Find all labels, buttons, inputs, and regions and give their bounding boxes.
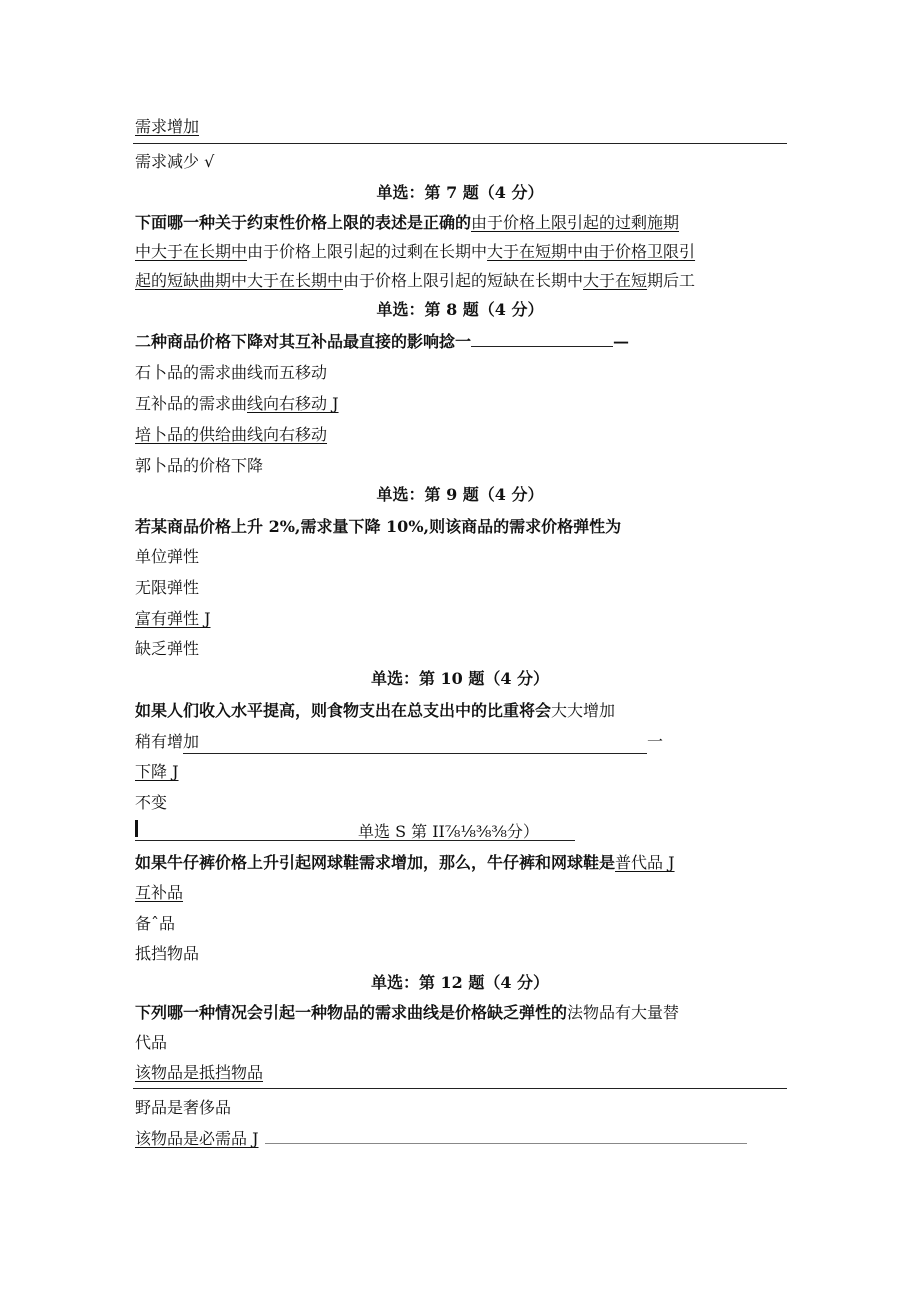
q8-option-b-text: 互补品的需求曲 xyxy=(135,394,248,413)
q8-stem-tail: — xyxy=(613,332,630,351)
q11-header-rule xyxy=(135,840,575,841)
q12-stem-line xyxy=(135,1002,679,1024)
q11-option-a[interactable]: 普代品 J xyxy=(615,853,675,872)
q8-answer-blank xyxy=(471,332,613,347)
q9-stem: 若某商品价格上升 2%,需求量下降 10%,则该商品的需求价格弹性为 xyxy=(135,517,622,536)
q9-header: 单选：第 9 题（4 分） xyxy=(376,485,544,504)
q6-option-decrease[interactable]: 需求减少 √ xyxy=(135,152,215,171)
divider xyxy=(133,143,787,144)
q11-stem: 如果牛仔裤价格上升引起网球鞋需求增加，那么，牛仔裤和网球鞋是 xyxy=(135,853,616,872)
q8-option-a[interactable]: 石卜品的需求曲线而五移动 xyxy=(135,363,328,382)
q11-option-c[interactable]: 备ˆ品 xyxy=(135,914,176,933)
q7-header: 单选：第 7 题（4 分） xyxy=(376,183,544,202)
q10-stem-line xyxy=(135,700,615,722)
q10-option-b-text: 稍有增 xyxy=(135,732,184,751)
q12-option-a[interactable]: 法物品有大量替 xyxy=(567,1003,680,1022)
divider xyxy=(133,1088,787,1089)
q12-option-c[interactable]: 野品是奢侈品 xyxy=(135,1098,232,1117)
q11-header: 单选 S 第 II⅞⅛⅜⅜分） xyxy=(358,822,539,841)
q9-option-c[interactable]: 富有弹性 J xyxy=(135,609,211,628)
q10-option-d[interactable]: 不变 xyxy=(135,793,168,812)
q7-line-3 xyxy=(135,270,695,292)
q8-stem xyxy=(135,331,629,353)
q7-option-d-part[interactable]: 由于价格上限引起的短缺在长期中 xyxy=(343,271,584,290)
q7-option-a-part[interactable]: 由于价格上限引起的过剩施期 xyxy=(471,213,680,232)
q12-option-d-text: 该物品是必需品 J xyxy=(135,1129,259,1148)
q11-stem-line xyxy=(135,852,675,874)
q12-header: 单选：第 12 题（4 分） xyxy=(370,973,550,992)
q10-option-c[interactable]: 下降 J xyxy=(135,762,179,781)
q12-option-d[interactable] xyxy=(135,1128,747,1150)
q10-stem: 如果人们收入水平提高，则食物支出在总支出中的比重将会 xyxy=(135,701,552,720)
q7-option-c-part[interactable]: 由于价格卫限引 xyxy=(583,242,696,261)
q6-option-increase[interactable]: 需求增加 xyxy=(135,117,200,136)
q7-option-d-end[interactable]: 期后工 xyxy=(647,271,696,290)
q11-option-b[interactable]: 互补品 xyxy=(135,883,184,902)
q8-option-c[interactable]: 培卜品的供给曲线向右移动 xyxy=(135,425,328,444)
q10-option-b-underlined: 加 xyxy=(183,731,647,754)
q8-option-b-mark: 线向右移动 J xyxy=(247,394,339,413)
q12-option-a-cont[interactable]: 代品 xyxy=(135,1033,168,1052)
q8-stem-text: 二种商品价格下降对其互补品最直接的影响捻一 xyxy=(135,332,472,351)
q11-option-d[interactable]: 抵挡物品 xyxy=(135,944,200,963)
q9-option-a[interactable]: 单位弹性 xyxy=(135,547,200,566)
q7-stem: 下面哪一种关于约束性价格上限的表述是正确的 xyxy=(135,213,472,232)
answer-line xyxy=(265,1129,747,1144)
q7-option-d-mid[interactable]: 大于在短 xyxy=(583,271,648,290)
q12-option-b[interactable]: 该物品是抵挡物品 xyxy=(135,1063,264,1082)
q8-header: 单选：第 8 题（4 分） xyxy=(376,300,544,319)
q7-option-a-end[interactable]: 中大于在长期中 xyxy=(135,242,248,261)
q10-header: 单选：第 10 题（4 分） xyxy=(370,669,550,688)
q9-option-d[interactable]: 缺乏弹性 xyxy=(135,639,200,658)
q10-option-b-tail: 一 xyxy=(647,732,664,751)
q8-option-b[interactable] xyxy=(135,393,339,415)
q10-option-a[interactable]: 大大增加 xyxy=(551,701,616,720)
margin-mark xyxy=(135,820,138,837)
q7-option-c-end[interactable]: 起的短缺曲期中大于在长期中 xyxy=(135,271,344,290)
q8-option-d[interactable]: 郭卜品的价格下降 xyxy=(135,456,264,475)
q7-line-1 xyxy=(135,212,679,234)
q10-option-b[interactable] xyxy=(135,731,687,754)
q7-line-2 xyxy=(135,241,695,263)
q7-option-b-end[interactable]: 大于在短期中 xyxy=(487,242,584,261)
q12-stem: 下列哪一种情况会引起一种物品的需求曲线是价格缺乏弹性的 xyxy=(135,1003,568,1022)
q9-option-b[interactable]: 无限弹性 xyxy=(135,578,200,597)
q7-option-b-part[interactable]: 由于价格上限引起的过剩在长期中 xyxy=(247,242,488,261)
